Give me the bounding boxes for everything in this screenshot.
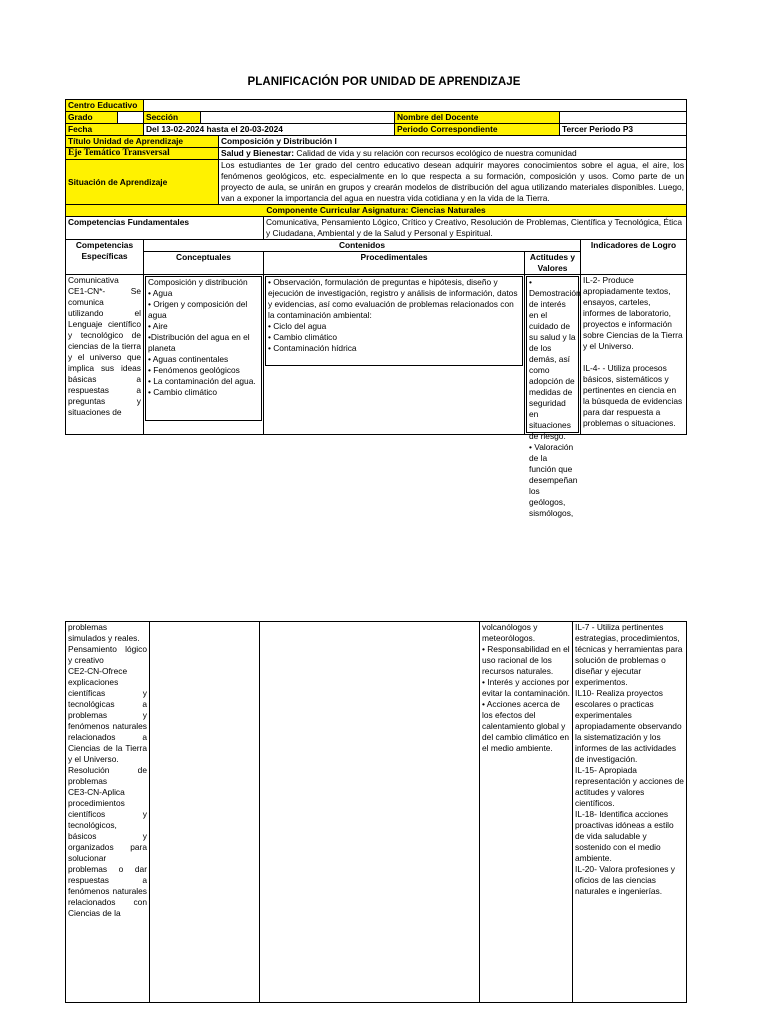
text-line: • Demostración de interés en el cuidado de su salud y la de los demás, así como adopción de medidas de seguridad en situaciones de riesgo.	[529, 277, 581, 441]
value-seccion	[201, 112, 395, 124]
text-line: • Interés y acciones por evitar la contaminación.	[482, 677, 570, 698]
text-line: Resolución de problemas	[68, 765, 147, 786]
col-indicadores: Indicadores de Logro	[581, 240, 687, 275]
text-line: IL-20- Valora profesiones y oficios de las ciencias naturales e ingenierías.	[575, 864, 675, 896]
value-situacion-aprendizaje: Los estudiantes de 1er grado del centro educativo desean adquirir mayores conocimientos sobre el agua, el aire, los fenómenos geológicos, etc. especialmente en lo que respecta a su formación, composición y usos. Como parte de un proyecto de aula, se unirán en grupos y crearán modelos de distribución del agua utilizando materiales disponibles. Luego, van a exponer la importancia del agua en nuestra vida cotidiana y en la vida de la Tierra.	[219, 160, 687, 205]
eje-text: Calidad de vida y su relación con recursos ecológico de nuestra comunidad	[294, 148, 577, 158]
cell-especificas-p2	[66, 622, 150, 1003]
label-centro-educativo: Centro Educativo	[66, 100, 144, 112]
text-line: • Acciones acerca de los efectos del calentamiento global y del cambio climático en el medio ambiente.	[482, 699, 570, 753]
value-competencias-fundamentales: Comunicativa, Pensamiento Lógico, Crítico y Creativo, Resolución de Problemas, Científica y Tecnológica, Ética y Ciudadana, Ambiental y de la Salud y Personal y Espiritual.	[264, 217, 687, 240]
eje-bold: Salud y Bienestar:	[221, 148, 295, 158]
text-line: IL-2- Produce apropiadamente textos, ensayos, carteles, informes de laboratorio, proyectos e información sobre Ciencias de la Tierra y el Universo.	[583, 275, 683, 351]
text-line: Comunicativa	[68, 275, 119, 285]
label-competencias-fundamentales: Competencias Fundamentales	[66, 217, 264, 240]
cell-indicadores-p1	[581, 275, 687, 435]
cell-procedimentales-p2	[260, 622, 480, 1003]
text-line: • Agua	[148, 288, 173, 298]
col-competencias-especificas: Competencias Específicas	[66, 240, 144, 275]
cell-conceptuales-p2	[150, 622, 260, 1003]
text-line: IL-7 - Utiliza pertinentes estrategias, procedimientos, técnicas y herramientas para solución de problemas o diseñar y ejecutar experimentos.	[575, 622, 683, 687]
value-titulo-unidad: Composición y Distribución I	[219, 136, 687, 148]
page-title: PLANIFICACIÓN POR UNIDAD DE APRENDIZAJE	[247, 76, 521, 88]
text-line: •Distribución del agua en el planeta	[148, 332, 250, 353]
cell-actitudes-p2	[480, 622, 573, 1003]
text-line: • Fenómenos geológicos	[148, 365, 240, 375]
label-grado: Grado	[66, 112, 118, 124]
col-conceptuales: Conceptuales	[144, 252, 264, 275]
label-titulo-unidad: Título Unidad de Aprendizaje	[66, 136, 219, 148]
text-line: • Observación, formulación de preguntas e hipótesis, diseño y ejecución de investigación, registro y análisis de información, datos y evidencias, así como evaluación de problemas relacionados con la contaminación ambiental:	[268, 277, 518, 320]
text-line: IL-4- - Utiliza procesos básicos, sistemáticos y pertinentes en ciencia en la búsqueda de evidencias para dar respuesta a problemas o situaciones.	[583, 363, 683, 428]
text-line: • Ciclo del agua	[268, 321, 327, 331]
componente-curricular: Componente Curricular Asignatura: Ciencias Naturales	[66, 205, 687, 217]
col-actitudes: Actitudes y Valores	[525, 252, 581, 275]
text-line: problemas simulados y reales.	[68, 622, 140, 643]
cell-actitudes-p1	[525, 275, 581, 518]
value-eje-tematico	[219, 148, 687, 160]
text-line: IL-15- Apropiada representación y acciones de actitudes y valores científicos.	[575, 765, 684, 808]
text-line: • Contaminación hídrica	[268, 343, 357, 353]
value-grado	[118, 112, 144, 124]
label-fecha: Fecha	[66, 124, 144, 136]
col-contenidos: Contenidos	[144, 240, 581, 252]
text-line: • Aire	[148, 321, 168, 331]
text-line: • Cambio climático	[268, 332, 338, 342]
planning-table-page-1	[65, 99, 687, 518]
text-line: volcanólogos y meteorólogos.	[482, 622, 538, 643]
label-situacion-aprendizaje: Situación de Aprendizaje	[66, 160, 219, 205]
label-seccion: Sección	[144, 112, 201, 124]
cell-conceptuales-p1	[144, 275, 264, 435]
cell-procedimentales-p1	[264, 275, 525, 435]
col-procedimentales: Procedimentales	[264, 252, 525, 275]
value-periodo: Tercer Periodo P3	[560, 124, 687, 136]
text-line: • Responsabilidad en el uso racional de los recursos naturales.	[482, 644, 570, 676]
text-line: Pensamiento lógico y creativo	[68, 644, 147, 665]
label-eje-tematico: Eje Temático Transversal	[66, 148, 219, 160]
text-line: CE3-CN-Aplica procedimientos científicos y tecnológicos, básicos y organizados para solucionar problemas o dar respuestas a fenómenos naturales relacionados con Ciencias de la	[68, 787, 147, 918]
text-line: • Origen y composición del agua	[148, 299, 248, 320]
text-line: • La contaminación del agua.	[148, 376, 256, 386]
label-periodo: Periodo Correspondiente	[395, 124, 560, 136]
cell-indicadores-p2	[573, 622, 687, 1003]
text-line: • Aguas continentales	[148, 354, 229, 364]
text-line: • Valoración de la función que desempeñan los geólogos, sismólogos,	[529, 442, 578, 518]
value-centro-educativo	[144, 100, 687, 112]
text-line: CE1-CN*- Se comunica utilizando el Lenguaje científico y tecnológico de ciencias de la tierra y el universo que implica sus ideas básicas a respuestas a preguntas y situaciones de	[68, 286, 141, 417]
cell-especificas-p1	[66, 275, 144, 435]
text-line: Composición y distribución	[148, 277, 248, 287]
value-nombre-docente	[560, 112, 687, 124]
text-line: IL-18- Identifica acciones proactivas idóneas a estilo de vida saludable y sostenido con el medio ambiente.	[575, 809, 674, 863]
label-nombre-docente: Nombre del Docente	[395, 112, 560, 124]
text-line: • Cambio climático	[148, 387, 218, 397]
value-fecha: Del 13-02-2024 hasta el 20-03-2024	[144, 124, 395, 136]
text-line: IL10- Realiza proyectos escolares o practicas experimentales apropiadamente observando la sistematización y los informes de las actividades de investigación.	[575, 688, 682, 764]
text-line: CE2-CN-Ofrece explicaciones científicas y tecnológicas a problemas y fenómenos naturales relacionados a Ciencias de la Tierra y el Universo.	[68, 666, 147, 764]
planning-table-page-2	[65, 621, 687, 1003]
